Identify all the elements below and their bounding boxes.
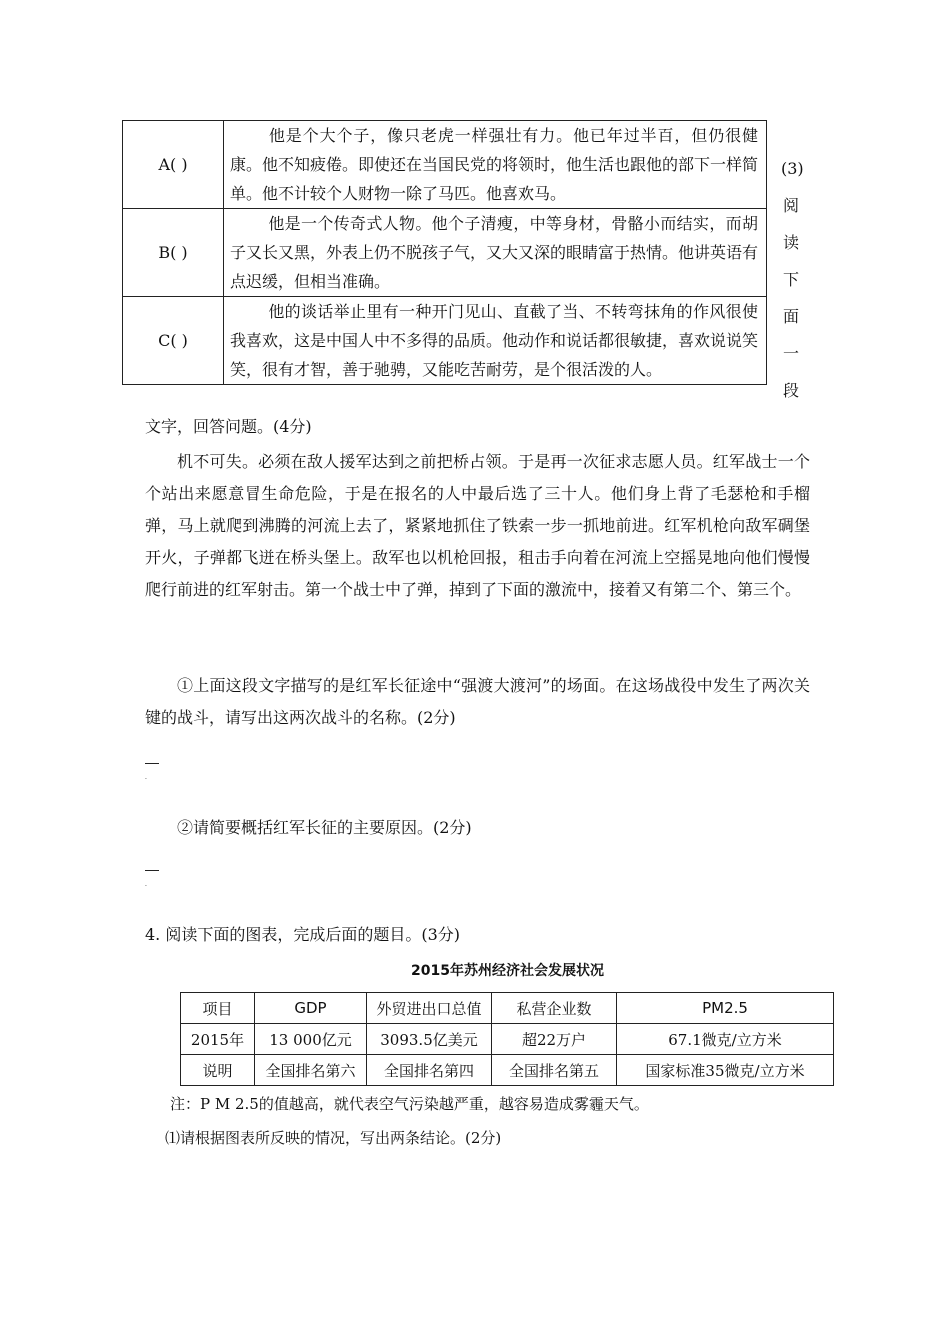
option-a-label[interactable]: A( ) <box>123 121 224 209</box>
suzhou-table <box>180 992 834 1086</box>
table-note: 注：P M 2.5的值越高，就代表空气污染越严重，越容易造成雾霾天气。 <box>170 1095 649 1113</box>
cell-note-label: 说明 <box>181 1055 255 1086</box>
cell-pm25: 67.1微克/立方米 <box>617 1024 834 1055</box>
cell-trade-rank: 全国排名第四 <box>367 1055 492 1086</box>
header-private: 私营企业数 <box>492 993 617 1024</box>
cell-private-rank: 全国排名第五 <box>492 1055 617 1086</box>
question-4-1: ⑴请根据图表所反映的情况，写出两条结论。(2分) <box>165 1129 502 1147</box>
header-trade: 外贸进出口总值 <box>367 993 492 1024</box>
cell-private: 超22万户 <box>492 1024 617 1055</box>
character-table <box>122 120 767 385</box>
answer-line-1[interactable] <box>145 763 159 764</box>
cell-year: 2015年 <box>181 1024 255 1055</box>
option-b-text: 他是一个传奇式人物。他个子清瘦，中等身材，骨骼小而结实，而胡子又长又黑，外表上仍不脱孩子气，又大又深的眼睛富于热情。他讲英语有点迟缓，但相当准确。 <box>224 209 767 297</box>
cell-gdp: 13 000亿元 <box>255 1024 367 1055</box>
option-c-label[interactable]: C( ) <box>123 297 224 385</box>
passage-text: 机不可失。必须在敌人援军达到之前把桥占领。于是再一次征求志愿人员。红军战士一个个站出来愿意冒生命危险，于是在报名的人中最后选了三十人。他们身上背了毛瑟枪和手榴弹，马上就爬到沸腾的河流上去了，紧紧地抓住了铁索一步一抓地前进。红军机枪向敌军碉堡开火，子弹都飞迸在桥头堡上。敌军也以机枪回报，租击手向着在河流上空摇晃地向他们慢慢爬行前进的红军射击。第一个战士中了弹，掉到了下面的激流中，接着又有第二个、第三个。 <box>145 452 810 599</box>
question-3-1: ①上面这段文字描写的是红军长征途中“强渡大渡河”的场面。在这场战役中发生了两次关键的战斗，请写出这两次战斗的名称。(2分) <box>145 676 810 727</box>
q3-vertical-heading: (3) 阅 读 下 面 一 段 <box>781 159 804 400</box>
header-pm25: PM2.5 <box>617 993 834 1024</box>
cell-trade: 3093.5亿美元 <box>367 1024 492 1055</box>
answer-line-2[interactable] <box>145 870 159 871</box>
option-c-text: 他的谈话举止里有一种开门见山、直截了当、不转弯抹角的作风很使我喜欢，这是中国人中不多得的品质。他动作和说话都很敏捷，喜欢说说笑笑，很有才智，善于驰骋，又能吃苦耐劳，是个很活泼的人。 <box>224 297 767 385</box>
option-b-label[interactable]: B( ) <box>123 209 224 297</box>
header-gdp: GDP <box>255 993 367 1024</box>
question-3-2: ②请简要概括红军长征的主要原因。(2分) <box>177 818 472 837</box>
question-4: 4. 阅读下面的图表，完成后面的题目。(3分) <box>145 925 461 944</box>
option-a-text: 他是个大个子，像只老虎一样强壮有力。他已年过半百，但仍很健康。他不知疲倦。即使还在当国民党的将领时，他生活也跟他的部下一样简单。他不计较个人财物一除了马匹。他喜欢马。 <box>224 121 767 209</box>
table2-title: 2015年苏州经济社会发展状况 <box>411 963 604 979</box>
q3-heading-cont: 文字，回答问题。(4分) <box>145 417 312 436</box>
cell-gdp-rank: 全国排名第六 <box>255 1055 367 1086</box>
cell-pm25-standard: 国家标准35微克/立方米 <box>617 1055 834 1086</box>
header-item: 项目 <box>181 993 255 1024</box>
